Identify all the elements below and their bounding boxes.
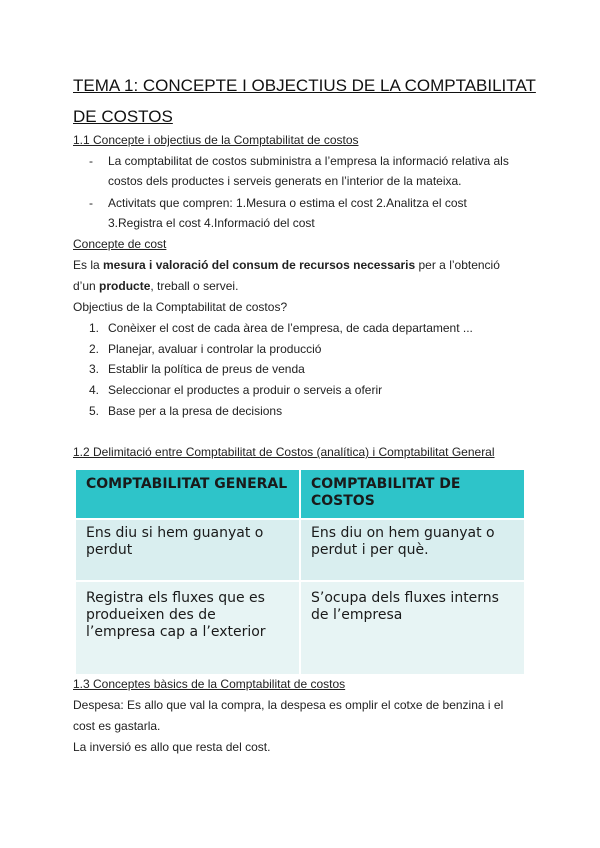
bullet-1-line-2: costos dels productes i serveis generats en l’interior de la mateixa. bbox=[108, 174, 462, 188]
table-row bbox=[75, 581, 525, 675]
list-item: Base per a la presa de decisions bbox=[108, 404, 283, 418]
list-item: Establir la política de preus de venda bbox=[108, 362, 305, 376]
list-item: Planejar, avaluar i controlar la producció bbox=[108, 342, 322, 356]
objectives-question: Objectius de la Comptabilitat de costos? bbox=[73, 300, 288, 314]
page-title: TEMA 1: CONCEPTE I OBJECTIUS DE LA COMPTABILITAT DE COSTOS bbox=[73, 76, 536, 126]
paragraph-line: Despesa: Es allo que val la compra, la despesa es omplir el cotxe de benzina i el bbox=[73, 698, 504, 712]
definition-bold: producte bbox=[99, 279, 151, 293]
section-3-heading: 1.3 Conceptes bàsics de la Comptabilitat de costos bbox=[73, 677, 346, 691]
list-item-number: 4. bbox=[89, 383, 100, 397]
table-cell: Ens diu si hem guanyat o perdut bbox=[75, 519, 300, 581]
list-item-number: 2. bbox=[89, 342, 100, 356]
list-item: Seleccionar el productes a produir o serveis a oferir bbox=[108, 383, 383, 397]
table-header-row bbox=[75, 469, 525, 519]
list-item-number: 3. bbox=[89, 362, 100, 376]
comparison-table bbox=[74, 468, 526, 676]
definition-bold: mesura i valoració del consum de recursos necessaris bbox=[103, 258, 416, 272]
bullet-dash: - bbox=[89, 154, 93, 168]
table-header-costs: COMPTABILITAT DE COSTOS bbox=[300, 469, 525, 519]
bullet-2-line-1: Activitats que compren: 1.Mesura o estima el cost 2.Analitza el cost bbox=[108, 196, 467, 210]
bullet-2-line-2: 3.Registra el cost 4.Informació del cost bbox=[108, 216, 315, 230]
table-cell: Ens diu on hem guanyat o perdut i per què. bbox=[300, 519, 525, 581]
definition-text: , treball o servei. bbox=[150, 279, 239, 293]
list-item-number: 1. bbox=[89, 321, 100, 335]
definition-text: Es la bbox=[73, 258, 104, 272]
table-cell: S’ocupa dels fluxes interns de l’empresa bbox=[300, 581, 525, 675]
bullet-1-line-1: La comptabilitat de costos subministra a l’empresa la informació relativa als bbox=[108, 154, 509, 168]
bullet-dash: - bbox=[89, 196, 93, 210]
definition-line-2 bbox=[73, 276, 238, 296]
table-header-general: COMPTABILITAT GENERAL bbox=[75, 469, 300, 519]
section-2-heading: 1.2 Delimitació entre Comptabilitat de Costos (analítica) i Comptabilitat General bbox=[73, 445, 495, 459]
definition-text: d’un bbox=[73, 279, 100, 293]
table-cell: Registra els fluxes que es produeixen des de l’empresa cap a l’exterior bbox=[75, 581, 300, 675]
definition-line-1 bbox=[73, 255, 500, 275]
section-1-heading: 1.1 Concepte i objectius de la Comptabilitat de costos bbox=[73, 133, 359, 147]
paragraph-line: cost es gastarla. bbox=[73, 719, 161, 733]
list-item: Conèixer el cost de cada àrea de l’empresa, de cada departament ... bbox=[108, 321, 473, 335]
list-item-number: 5. bbox=[89, 404, 100, 418]
paragraph-line: La inversió es allo que resta del cost. bbox=[73, 740, 271, 754]
concept-heading: Concepte de cost bbox=[73, 237, 167, 251]
definition-text: per a l’obtenció bbox=[415, 258, 500, 272]
table-row bbox=[75, 519, 525, 581]
